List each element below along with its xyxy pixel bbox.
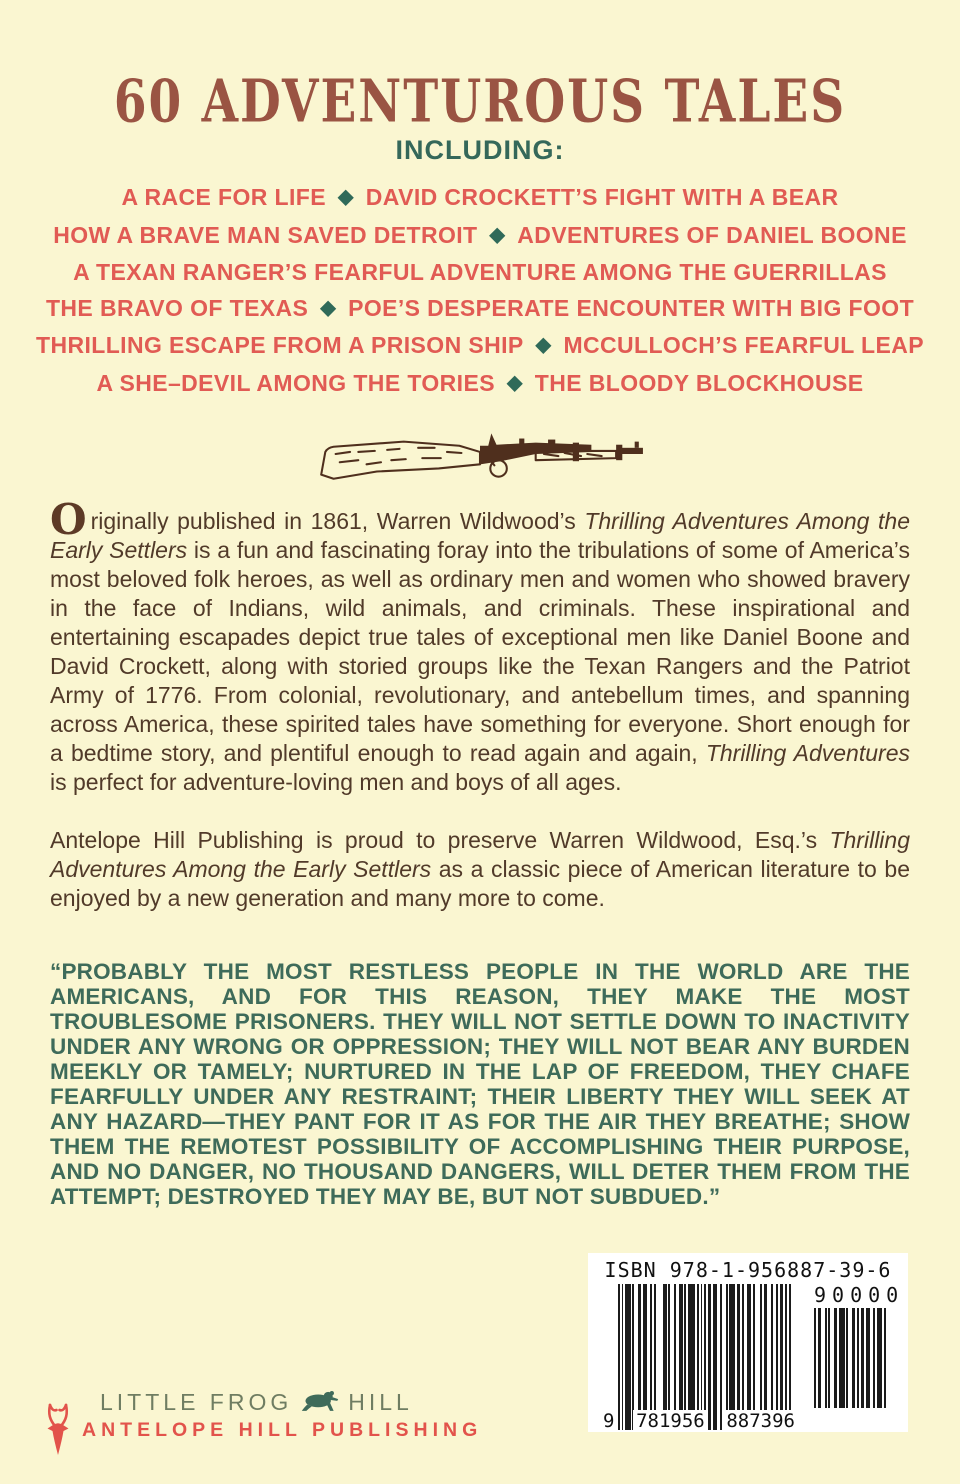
tale-title: A RACE FOR LIFE — [121, 184, 326, 210]
tale-title: POE’S DESPERATE ENCOUNTER WITH BIG FOOT — [348, 294, 915, 321]
tale-line — [0, 366, 960, 404]
tale-line — [0, 180, 960, 218]
diamond-separator-icon: ◆ — [535, 334, 552, 356]
diamond-separator-icon: ◆ — [506, 371, 523, 394]
addon-barcode — [814, 1308, 902, 1408]
tale-line — [0, 255, 960, 291]
tale-line — [0, 291, 960, 329]
antelope-icon — [40, 1402, 76, 1465]
frog-icon — [300, 1388, 340, 1418]
musket-icon — [315, 423, 645, 485]
tale-title: ADVENTURES OF DANIEL BOONE — [517, 221, 907, 248]
page-title: 60 ADVENTUROUS TALES — [113, 67, 847, 137]
tale-line — [0, 218, 960, 256]
price-code: 90000 — [814, 1283, 905, 1307]
tale-title: THE BLOODY BLOCKHOUSE — [534, 369, 864, 396]
addon-barcode-wrap — [814, 1283, 905, 1430]
review-quote: “PROBABLY THE MOST RESTLESS PEOPLE IN THE WORLD ARE THE AMERICANS, AND FOR THIS REASON, THEY MAKE THE MOST TROUBLESOME PRISONERS. THEY WILL NOT SETTLE DOWN TO INACTIVITY UNDER ANY WRONG OR OPPRESSION; THEY WILL NOT BEAR ANY BURDEN MEEKLY OR TAMELY; NURTURED IN THE LAP OF FREEDOM, THEY CHAFE FEARFULLY UNDER ANY RESTRAINT; THEIR LIBERTY THEY WILL SEEK AT ANY HAZARD—THEY PANT FOR IT AS FOR THE AIR THEY BREATHE; SHOW THEM THE REMOTEST POSSIBILITY OF ACCOMPLISHING THEIR PURPOSE, AND NO DANGER, NO THOUSAND DANGERS, WILL DETER THEM FROM THE ATTEMPT; DESTROYED THEY MAY BE, BUT NOT SUBDUED.” — [50, 959, 910, 1209]
rifle-illustration — [0, 423, 960, 485]
including-label: INCLUDING: — [395, 135, 565, 165]
barcode-digits-left: 781956 — [633, 1410, 708, 1432]
dropcap-letter: O — [50, 495, 87, 544]
ean-barcode — [618, 1284, 796, 1430]
barcode-digits-right: 887396 — [723, 1410, 798, 1432]
imprint-text-right: HILL — [348, 1388, 413, 1415]
barcode-block — [588, 1253, 908, 1432]
description-copy — [50, 495, 911, 913]
tale-title: A TEXAN RANGER’S FEARFUL ADVENTURE AMONG THE GUERRILLAS — [73, 259, 887, 285]
tale-title: MCCULLOCH’S FEARFUL LEAP — [563, 332, 924, 358]
tale-title: THE BRAVO OF TEXAS — [45, 294, 309, 321]
little-frog-hill-imprint — [100, 1387, 413, 1417]
diamond-separator-icon: ◆ — [337, 186, 354, 208]
barcode-digit-lead: 9 — [600, 1410, 617, 1432]
paragraph-1-text: riginally published in 1861, Warren Wildwood’s Thrilling Adventures Among the Early Settlers is a fun and fascinating foray into the tribulations of some of America’s most beloved folk heroes, as well as ordinary men and women who showed bravery in the face of Indians, wild animals, and criminals. These inspirational and entertaining escapades depict true tales of exceptional men like Daniel Boone and David Crockett, along with storied groups like the Texan Rangers and the Patriot Army of 1776. From colonial, revolutionary, and antebellum times, and spanning across America, these spirited tales have something for everyone. Short enough for a bedtime story, and plentiful enough to read again and again, Thrilling Adventures is perfect for adventure-loving men and boys of all ages. — [50, 508, 911, 795]
paragraph-2: Antelope Hill Publishing is proud to preserve Warren Wildwood, Esq.’s Thrilling Adventures Among the Early Settlers as a classic piece of American literature to be enjoyed by a new generation and many more to come. — [50, 827, 910, 911]
imprint-text-left: LITTLE FROG — [100, 1388, 293, 1415]
tale-title: A SHE–DEVIL AMONG THE TORIES — [96, 369, 495, 396]
tale-title: THRILLING ESCAPE FROM A PRISON SHIP — [36, 332, 524, 358]
diamond-separator-icon: ◆ — [320, 296, 337, 319]
paragraph-1 — [50, 495, 911, 797]
isbn-label: ISBN 978-1-956887-39-6 — [604, 1258, 892, 1282]
diamond-separator-icon: ◆ — [489, 223, 506, 246]
publisher-name: ANTELOPE HILL PUBLISHING — [82, 1419, 483, 1441]
tales-list — [0, 180, 960, 403]
main-barcode-wrap — [603, 1284, 796, 1432]
barcode-digits — [600, 1410, 798, 1432]
tale-title: DAVID CROCKETT’S FIGHT WITH A BEAR — [365, 184, 839, 210]
tale-line — [0, 328, 960, 366]
tale-title: HOW A BRAVE MAN SAVED DETROIT — [53, 221, 478, 248]
